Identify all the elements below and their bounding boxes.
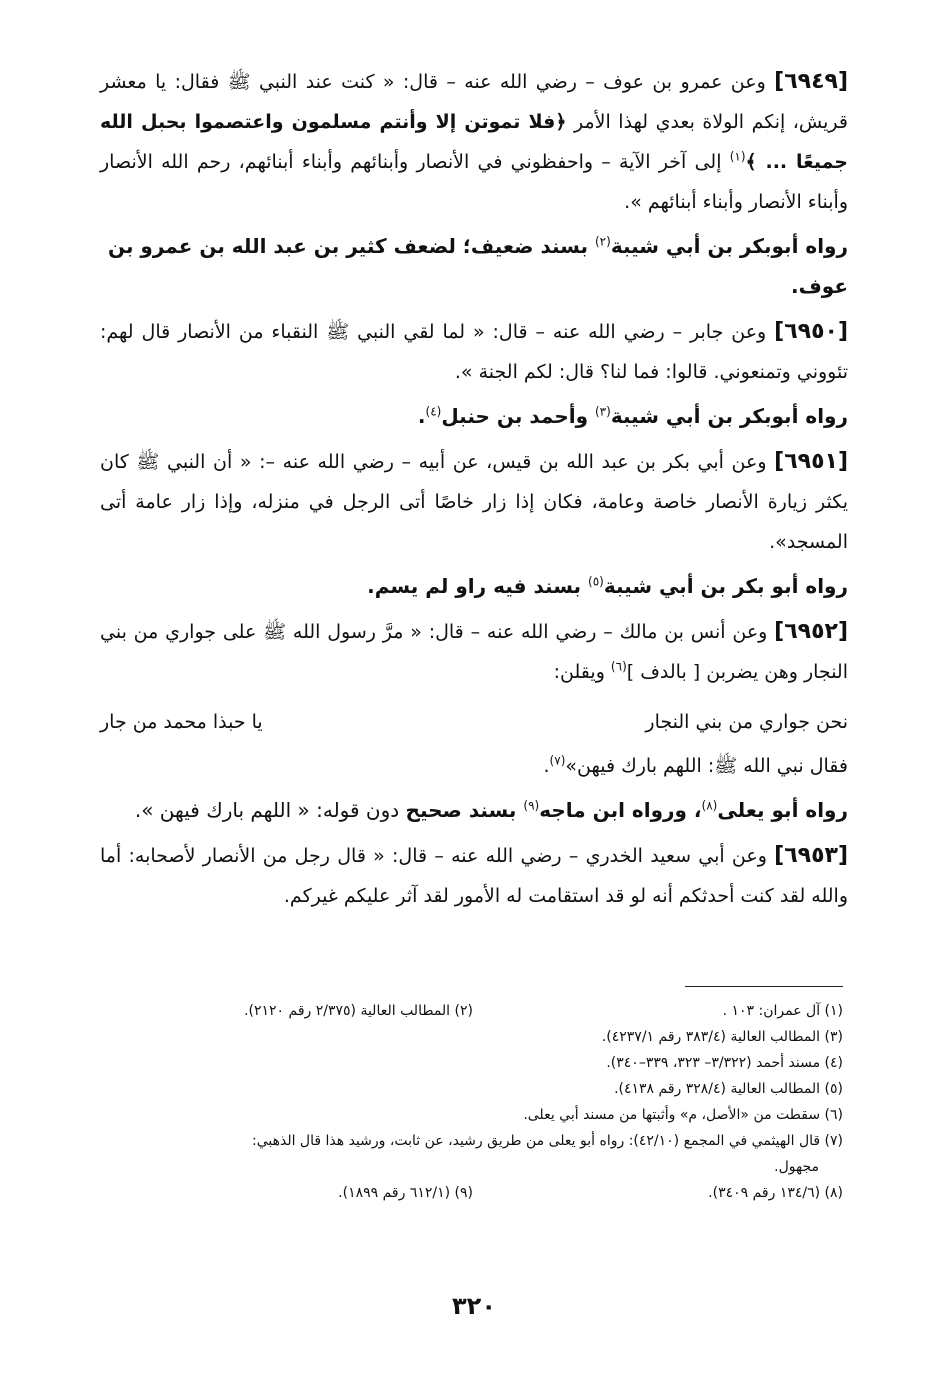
hadith-number: [٦٩٥٠]: [774, 319, 848, 344]
footnote-row: [103, 1180, 843, 1206]
grading-text: رواه أبوبكر بن أبي شيبة: [610, 234, 848, 258]
footnote-8: (٨) (١٣٤/٦ رقم ٣٤٠٩).: [708, 1185, 843, 1201]
footnote-ref: (٩): [523, 798, 540, 813]
footnote-row: [103, 998, 843, 1024]
grading-text: بسند ضعيف؛ لضعف كثير بن عبد الله بن عمرو بن عوف.: [107, 234, 848, 298]
footnote-ref: (٧): [549, 753, 566, 768]
footnote-7-continued: مجهول.: [774, 1159, 819, 1175]
hadith-number: [٦٩٥٣]: [774, 843, 848, 868]
hadith-text: وعن عمرو بن عوف – رضي الله عنه – قال: « كنت عند النبي ﷺ فقال: يا معشر قريش، إنكم الولاة بعدي لهذا الأمر: [100, 71, 848, 133]
hadith-number: [٦٩٥٢]: [774, 619, 848, 644]
hadith-paragraph: [100, 62, 848, 222]
footnote-ref: (٦): [610, 659, 627, 674]
footnote-ref: (٤): [425, 404, 442, 419]
footnotes: [103, 998, 843, 1206]
grading-text: .: [417, 404, 426, 428]
hadith-text: وعن جابر – رضي الله عنه – قال: « لما لقي النبي ﷺ النقباء من الأنصار قال لهم: تئووني وتمنعوني. قالوا: فما لنا؟ قال: لكم الجنة ».: [100, 321, 848, 383]
hadith-grading: [100, 396, 848, 436]
hadith-text: .: [543, 755, 550, 777]
grading-text: ، ورواه ابن ماجه: [539, 798, 702, 822]
poem-second-hemistich: يا حبذا محمد من جار: [100, 711, 263, 733]
main-text: [100, 62, 848, 916]
footnote-6: (٦) سقطت من «الأصل، م» وأثبتها من مسند أبي يعلى.: [523, 1107, 843, 1123]
hadith-text: وعن أنس بن مالك – رضي الله عنه – قال: « مرَّ رسول الله ﷺ على جواري من بني النجار وهن يضربن [ بالدف ]: [100, 621, 848, 683]
hadith-paragraph: [100, 442, 848, 562]
hadith-paragraph: [100, 746, 848, 786]
hadith-grading: [100, 566, 848, 606]
page-number: ٣٢٠: [452, 1292, 496, 1320]
quran-verse: ﴿فلا تموتن إلا وأنتم مسلمون واعتصموا بحبل الله جميعًا ... ﴾: [100, 111, 849, 173]
hadith-text: وعن أبي بكر بن عبد الله بن قيس، عن أبيه – رضي الله عنه –: « أن النبي ﷺ كان يكثر زيارة الأنصار خاصة وعامة، فكان إذا زار خاصًا أتى الرجل في منزله، وإذا زار عامة أتى المسجد».: [100, 451, 848, 553]
footnote-2: (٢) المطالب العالية (٢/٣٧٥ رقم ٢١٢٠).: [244, 1003, 473, 1019]
hadith-grading: [100, 226, 848, 306]
hadith-text: إلى آخر الآية – واحفظوني في الأنصار وأبنائهم وأبناء أبنائهم، رحم الله الأنصار وأبناء الأنصار وأبناء أبنائهم ».: [100, 151, 848, 213]
footnote-ref: (٥): [588, 574, 604, 589]
footnote-5: (٥) المطالب العالية (٣٢٨/٤ رقم ٤١٣٨).: [614, 1081, 843, 1097]
hadith-grading: [100, 790, 848, 830]
hadith-paragraph: [100, 312, 848, 392]
footnote-3: (٣) المطالب العالية (٣٨٣/٤ رقم ٤٢٣٧/١).: [601, 1029, 843, 1045]
poem-first-hemistich: نحن جواري من بني النجار: [645, 711, 848, 733]
poem-verse: [100, 702, 848, 742]
grading-text: رواه أبوبكر بن أبي شيبة: [610, 404, 848, 428]
grading-text: بسند صحيح: [405, 798, 524, 822]
footnote-7: (٧) قال الهيثمي في المجمع (٤٢/١٠): رواه أبو يعلى من طريق رشيد، عن ثابت، ورشيد هذا قال الذهبي:: [251, 1133, 843, 1149]
footnote-ref: (١): [729, 149, 746, 164]
footnote-9: (٩) (٦١٢/١ رقم ١٨٩٩).: [338, 1185, 473, 1201]
footnote-separator: [685, 986, 843, 987]
hadith-text: فقال نبي الله ﷺ: اللهم بارك فيهن»: [565, 755, 848, 777]
hadith-number: [٦٩٥١]: [774, 449, 848, 474]
footnote-1: (١) آل عمران: ١٠٣ .: [722, 1003, 843, 1019]
grading-text: رواه أبو بكر بن أبي شيبة: [603, 574, 848, 598]
grading-text: وأحمد بن حنبل: [441, 404, 595, 428]
grading-text: دون قوله: « اللهم بارك فيهن ».: [134, 798, 406, 822]
hadith-paragraph: [100, 836, 848, 916]
hadith-number: [٦٩٤٩]: [774, 69, 848, 94]
hadith-text: وعن أبي سعيد الخدري – رضي الله عنه – قال: « قال رجل من الأنصار لأصحابه: أما والله لقد كنت أحدثكم أنه لو قد استقامت له الأمور لقد آثر عليكم غيركم.: [100, 845, 848, 907]
hadith-text: ويقلن:: [553, 661, 611, 683]
footnote-ref: (٣): [594, 404, 611, 419]
footnote-4: (٤) مسند أحمد (٣/٣٢٢– ٣٢٣، ٣٣٩–٣٤٠).: [606, 1055, 843, 1071]
footnote-ref: (٨): [701, 798, 718, 813]
grading-text: بسند فيه راو لم يسم.: [367, 574, 589, 598]
grading-text: رواه أبو يعلى: [717, 798, 848, 822]
footnote-ref: (٢): [594, 234, 611, 249]
hadith-paragraph: [100, 612, 848, 692]
